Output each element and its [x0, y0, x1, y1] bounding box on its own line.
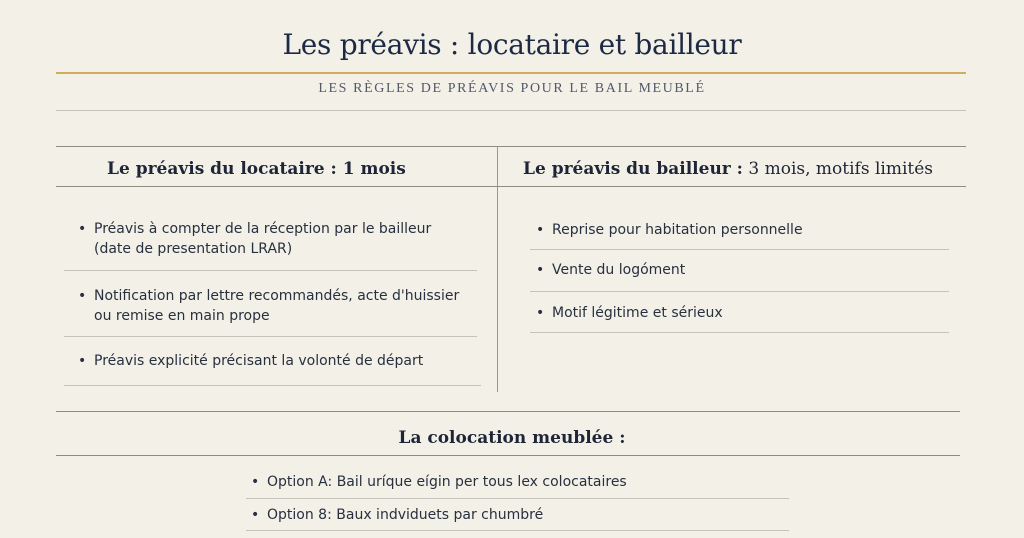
- tenant-item-3-line1: Préavis explicité précisant la volonté de départ: [94, 353, 424, 369]
- bullet-icon: •: [251, 507, 260, 523]
- landlord-item-3-text: Motif légitime et sérieux: [552, 305, 723, 321]
- bullet-icon: •: [78, 353, 87, 369]
- coloc-row-divider: [246, 530, 789, 531]
- tenant-item-2-line1: Notification par lettre recommandés, acte d'huissier: [94, 288, 460, 304]
- bullet-icon: •: [536, 262, 545, 278]
- landlord-row-divider: [530, 249, 949, 250]
- page-subtitle: LES RÈGLES DE PRÉAVIS POUR LE BAIL MEUBLÉ: [318, 81, 706, 96]
- heading-row-border: [56, 186, 966, 187]
- landlord-heading-bold: Le préavis du bailleur :: [523, 159, 743, 179]
- bullet-icon: •: [78, 221, 87, 237]
- coloc-option-a: [249, 472, 627, 492]
- tenant-row-divider: [64, 385, 481, 386]
- tenant-item-1-line2: (date de presentation LRAR): [94, 241, 293, 257]
- landlord-item-2-text: Vente du logóment: [552, 262, 686, 278]
- tenant-row-divider: [64, 270, 477, 271]
- tenant-item-2-line2: ou remise en main prope: [94, 308, 270, 324]
- bullet-icon: •: [536, 222, 545, 238]
- title-divider: [56, 72, 966, 74]
- landlord-item-1-text: Reprise pour habitation personnelle: [552, 222, 803, 238]
- bullet-icon: •: [78, 288, 87, 304]
- bullet-icon: •: [251, 474, 260, 490]
- coloc-option-b-label: Option 8:: [267, 507, 332, 523]
- coloc-heading: La colocation meublée :: [398, 428, 626, 448]
- landlord-item-3: [534, 303, 723, 323]
- coloc-option-b: [249, 505, 543, 525]
- landlord-heading: [523, 159, 933, 179]
- coloc-option-b-text: Baux indviduets par chumbré: [336, 507, 544, 523]
- tenant-item-1: [76, 219, 431, 259]
- tenant-item-2: [76, 286, 459, 326]
- coloc-row-divider: [246, 498, 789, 499]
- table-top-border: [56, 146, 966, 147]
- coloc-option-a-text: Bail uríque eígin per tous lex colocataires: [336, 474, 627, 490]
- landlord-item-1: [534, 220, 803, 240]
- tenant-row-divider: [64, 336, 477, 337]
- landlord-row-divider: [530, 332, 949, 333]
- coloc-heading-border: [56, 455, 960, 456]
- coloc-top-border: [56, 411, 960, 412]
- subtitle-divider: [56, 110, 966, 111]
- tenant-item-1-line1: Préavis à compter de la réception par le bailleur: [94, 221, 432, 237]
- page-title: Les préavis : locataire et bailleur: [282, 28, 742, 61]
- landlord-item-2: [534, 260, 685, 280]
- tenant-heading: Le préavis du locataire : 1 mois: [107, 159, 406, 179]
- landlord-heading-rest: 3 mois, motifs limités: [742, 159, 934, 179]
- coloc-option-a-label: Option A:: [267, 474, 333, 490]
- tenant-item-3: [76, 351, 423, 371]
- column-divider: [497, 146, 498, 392]
- landlord-row-divider: [530, 291, 949, 292]
- bullet-icon: •: [536, 305, 545, 321]
